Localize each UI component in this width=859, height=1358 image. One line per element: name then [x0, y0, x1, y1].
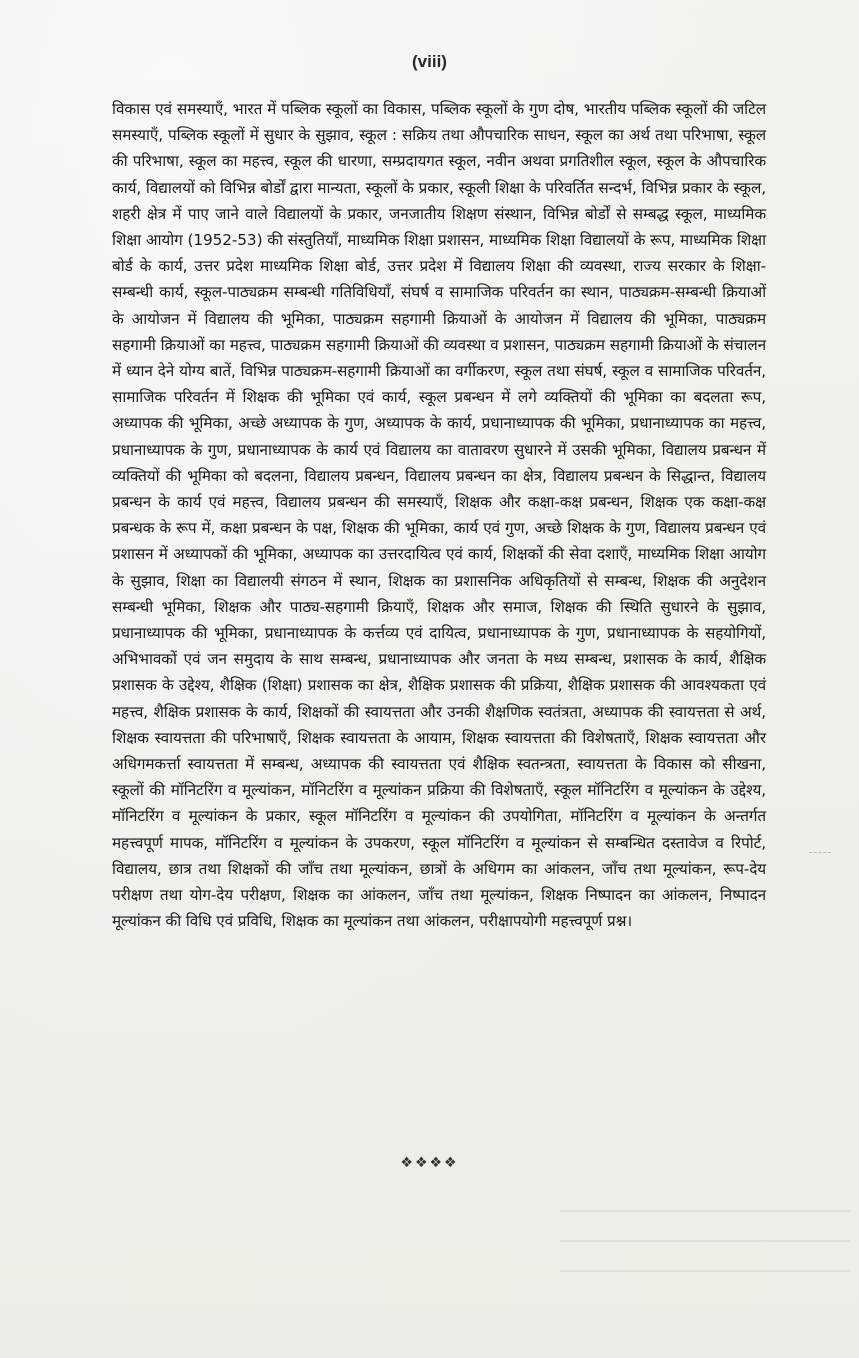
bleed-through-line [560, 1240, 850, 1242]
margin-mark [809, 852, 831, 853]
bleed-through-line [560, 1270, 850, 1272]
section-end-ornament: ❖❖❖❖ [400, 1155, 459, 1171]
page-number: (viii) [412, 52, 447, 71]
contents-paragraph: विकास एवं समस्याएँ, भारत में पब्लिक स्कूलों का विकास, पब्लिक स्कूलों के गुण दोष, भारतीय पब्लिक स्कूलों की जटिल समस्याएँ, पब्लिक स्कूलों में सुधार के सुझाव, स्कूल : सक्रिय तथा औपचारिक साधन, स्कूल का अर्थ तथा परिभाषा, स्कूल की परिभाषा, स्कूल का महत्त्व, स्कूल की धारणा, सम्प्रदायगत स्कूल, नवीन अथवा प्रगतिशील स्कूल, स्कूल के औपचारिक कार्य, विद्यालयों को विभिन्न बोर्डों द्वारा मान्यता, स्कूलों के प्रकार, स्कूली शिक्षा के परिवर्तित सन्दर्भ, विभिन्न प्रकार के स्कूल, शहरी क्षेत्र में पाए जाने वाले विद्यालयों के प्रकार, जनजातीय शिक्षण संस्थान, विभिन्न बोर्डों से सम्बद्ध स्कूल, माध्यमिक शिक्षा आयोग (1952-53) की संस्तुतियाँ, माध्यमिक शिक्षा प्रशासन, माध्यमिक शिक्षा विद्यालयों के रूप, माध्यमिक शिक्षा बोर्ड के कार्य, उत्तर प्रदेश माध्यमिक शिक्षा बोर्ड, उत्तर प्रदेश में विद्यालय शिक्षा की व्यवस्था, राज्य सरकार के शिक्षा-सम्बन्धी कार्य, स्कूल-पाठ्यक्रम सम्बन्धी गतिविधियाँ, संघर्ष व सामाजिक परिवर्तन का स्थान, पाठ्यक्रम-सम्बन्धी क्रियाओं के आयोजन में विद्यालय की भूमिका, पाठ्यक्रम सहगामी क्रियाओं के आयोजन में विद्यालय की भूमिका, पाठ्यक्रम सहगामी क्रियाओं का महत्त्व, पाठ्यक्रम सहगामी क्रियाओं की व्यवस्था व प्रशासन, पाठ्यक्रम सहगामी क्रियाओं के संचालन में ध्यान देने योग्य बातें, विभिन्न पाठ्यक्रम-सहगामी क्रियाओं का वर्गीकरण, स्कूल तथा संघर्ष, स्कूल व सामाजिक परिवर्तन, सामाजिक परिवर्तन में शिक्षक की भूमिका एवं कार्य, स्कूल प्रबन्धन में लगे व्यक्तियों की भूमिका का बदलता रूप, अध्यापक की भूमिका, अच्छे अध्यापक के गुण, अध्यापक के कार्य, प्रधानाध्यापक की भूमिका, प्रधानाध्यापक का महत्त्व, प्रधानाध्यापक के गुण, प्रधानाध्यापक के कार्य एवं विद्यालय का वातावरण सुधारने में उसकी भूमिका, विद्यालय प्रबन्धन में व्यक्तियों की भूमिका को बदलना, विद्यालय प्रबन्धन, विद्यालय प्रबन्धन का क्षेत्र, विद्यालय प्रबन्धन के सिद्धान्त, विद्यालय प्रबन्धन के कार्य एवं महत्त्व, विद्यालय प्रबन्धन की समस्याएँ, शिक्षक और कक्षा-कक्ष प्रबन्धन, शिक्षक एक कक्षा-कक्ष प्रबन्धक के रूप में, कक्षा प्रबन्धन के पक्ष, शिक्षक की भूमिका, कार्य एवं गुण, अच्छे शिक्षक के गुण, विद्यालय प्रबन्धन एवं प्रशासन में अध्यापकों की भूमिका, अध्यापक का उत्तरदायित्व एवं कार्य, शिक्षकों की सेवा दशाएँ, माध्यमिक शिक्षा आयोग के सुझाव, शिक्षा का विद्यालयी संगठन में स्थान, शिक्षक का प्रशासनिक अधिकृतियों से सम्बन्ध, शिक्षक की अनुदेशन सम्बन्धी भूमिका, शिक्षक और पाठ्य-सहगामी क्रियाएँ, शिक्षक और समाज, शिक्षक की स्थिति सुधारने के सुझाव, प्रधानाध्यापक की भूमिका, प्रधानाध्यापक के कर्त्तव्य एवं दायित्व, प्रधानाध्यापक के गुण, प्रधानाध्यापक के सहयोगियों, अभिभावकों एवं जन समुदाय के साथ सम्बन्ध, प्रधानाध्यापक और जनता के मध्य सम्बन्ध, प्रशासक के कार्य, शैक्षिक प्रशासक के उद्देश्य, शैक्षिक (शिक्षा) प्रशासक का क्षेत्र, शैक्षिक प्रशासक की प्रक्रिया, शैक्षिक प्रशासक की आवश्यकता एवं महत्त्व, शैक्षिक प्रशासक के कार्य, शिक्षकों की स्वायत्तता और उनकी शैक्षणिक स्वतंत्रता, अध्यापक की स्वायत्तता से अर्थ, शिक्षक स्वायत्तता की परिभाषाएँ, शिक्षक स्वायत्तता के आयाम, शिक्षक स्वायत्तता की विशेषताएँ, शिक्षक स्वायत्तता और अधिगमकर्त्ता स्वायत्तता में सम्बन्ध, अध्यापक की स्वायत्तता एवं शैक्षिक स्वतन्त्रता, स्वायत्तता के विकास को सीखना, स्कूलों की मॉनिटरिंग व मूल्यांकन, मॉनिटरिंग व मूल्यांकन प्रक्रिया की विशेषताएँ, स्कूल मॉनिटरिंग व मूल्यांकन के उद्देश्य, मॉनिटरिंग व मूल्यांकन के प्रकार, स्कूल मॉनिटरिंग व मूल्यांकन की उपयोगिता, मॉनिटरिंग व मूल्यांकन के अन्तर्गत महत्त्वपूर्ण मापक, मॉनिटरिंग व मूल्यांकन के उपकरण, स्कूल मॉनिटरिंग व मूल्यांकन से सम्बन्धित दस्तावेज व रिपोर्ट, विद्यालय, छात्र तथा शिक्षकों की जाँच तथा मूल्यांकन, छात्रों के अधिगम का आंकलन, जाँच तथा मूल्यांकन, रूप-देय परीक्षण तथा योग-देय परीक्षण, शिक्षक का आंकलन, जाँच तथा मूल्यांकन, शिक्षक निष्पादन का आंकलन, निष्पादन मूल्यांकन की विधि एवं प्रविधि, शिक्षक का मूल्यांकन तथा आंकलन, परीक्षापयोगी महत्त्वपूर्ण प्रश्न। [112, 100, 766, 931]
bleed-through-line [560, 1210, 850, 1212]
